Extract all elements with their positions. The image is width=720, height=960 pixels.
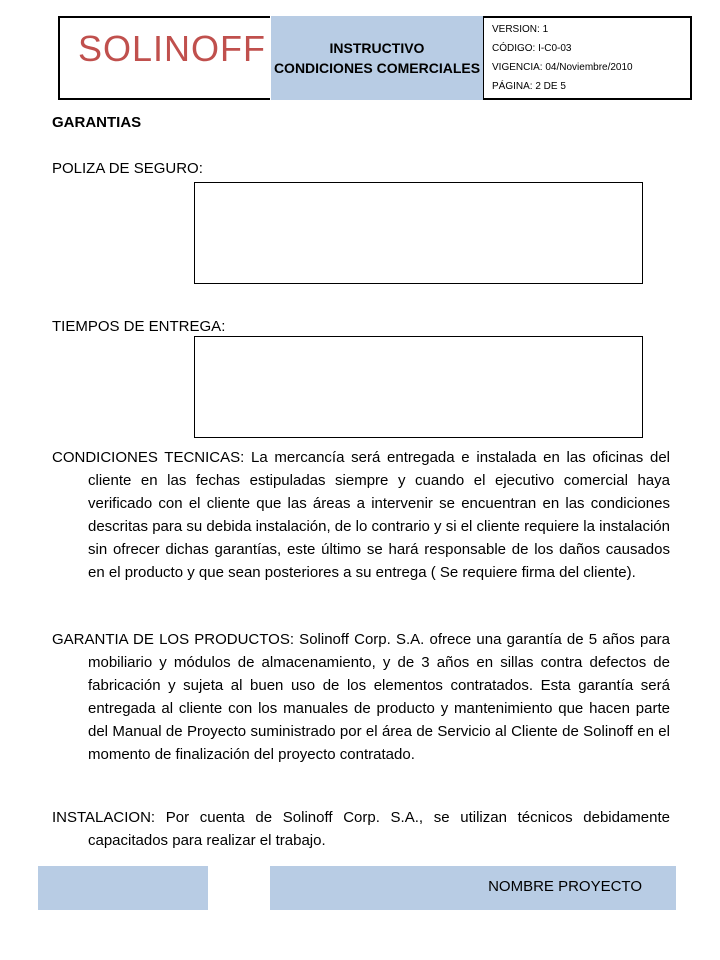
tiempos-box [194,336,643,438]
poliza-label: POLIZA DE SEGURO: [52,160,203,177]
footer-project-box [270,866,676,910]
document-meta [484,20,690,96]
section-title-garantias: GARANTIAS [52,114,142,131]
document-title-line2: CONDICIONES COMERCIALES [273,60,481,76]
document-title-cell [270,16,484,100]
nombre-proyecto-label: NOMBRE PROYECTO [488,878,642,895]
logo-cell [60,18,270,98]
meta-pagina: PÁGINA: 2 DE 5 [492,81,566,92]
document-header [58,16,692,100]
footer-left-box [38,866,208,910]
instalacion-paragraph: INSTALACION: Por cuenta de Solinoff Corp. S.A., se utilizan técnicos debidamente capacitados para realizar el trabajo. [52,809,670,849]
solinoff-logo: SOLINOFF [78,28,267,69]
condiciones-tecnicas-paragraph: CONDICIONES TECNICAS: La mercancía será entregada e instalada en las oficinas del cliente en las fechas estipuladas siempre y cuando el ejecutivo comercial haya verificado con el cliente que las áreas a intervenir se encuentran en las condiciones descritas para su debida instalación, de lo contrario y si el cliente requiere la instalación sin ofrecer dichas garantías, este último se hará responsable de los daños causados en el producto y que sean posteriores a su entrega ( Se requiere firma del cliente). [52,449,670,581]
document-title-line1: INSTRUCTIVO [329,40,425,56]
meta-version: VERSION: 1 [492,24,549,35]
tiempos-label: TIEMPOS DE ENTREGA: [52,318,226,335]
garantia-productos-paragraph: GARANTIA DE LOS PRODUCTOS: Solinoff Corp. S.A. ofrece una garantía de 5 años para mobiliario y módulos de almacenamiento, y de 3 años en sillas contra defectos de fabricación y sujeta al buen uso de los elementos contratados. Esta garantía será entregada al cliente con los manuales de producto y mantenimiento que hacen parte del Manual de Proyecto suministrado por el área de Servicio al Cliente de Solinoff en el momento de finalización del proyecto contratado. [52,631,670,763]
meta-vigencia: VIGENCIA: 04/Noviembre/2010 [492,62,633,73]
poliza-box [194,182,643,284]
meta-codigo: CÓDIGO: I-C0-03 [492,43,572,54]
